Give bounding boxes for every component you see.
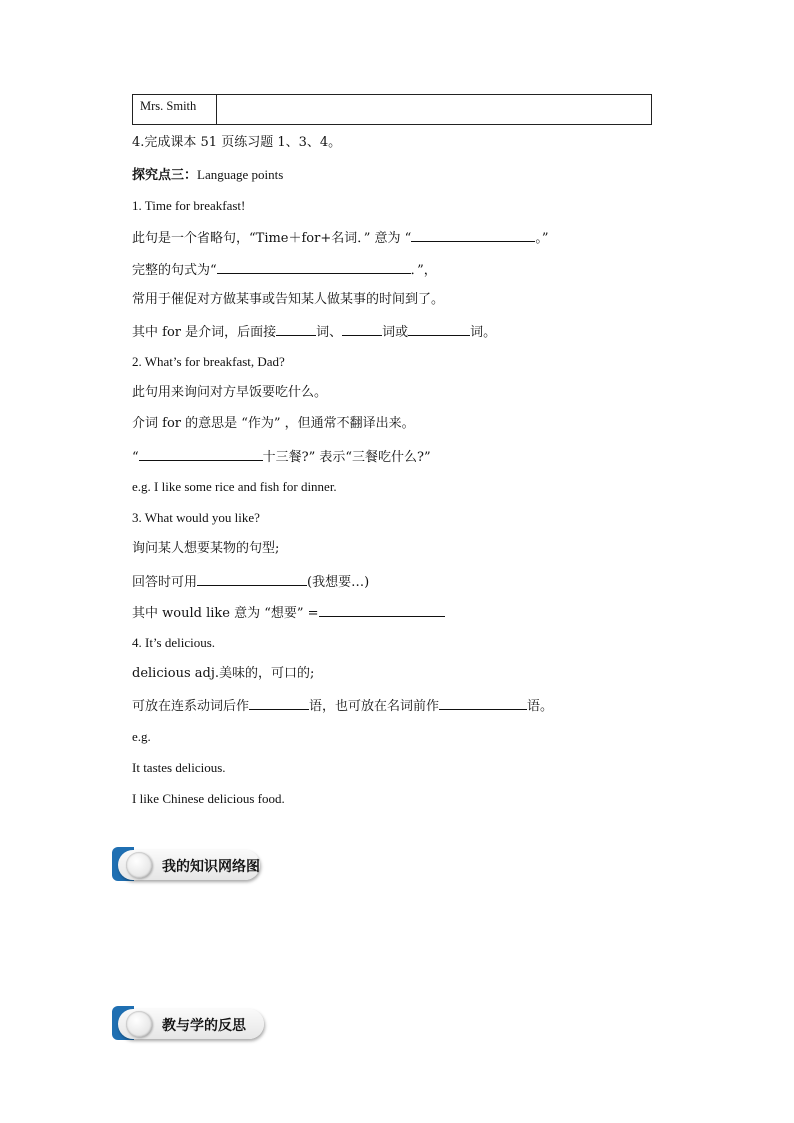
point-3-line-2 bbox=[132, 573, 369, 591]
section-3-subtitle: Language points bbox=[197, 167, 284, 182]
point-1-heading: 1. Time for breakfast! bbox=[132, 198, 246, 213]
answer-cell[interactable] bbox=[217, 95, 651, 124]
p2-l3-text-b: 十三餐?” 表示“三餐吃什么?” bbox=[262, 450, 431, 465]
point-1-line-4 bbox=[132, 323, 496, 341]
blank-predicative[interactable] bbox=[249, 697, 309, 710]
p4-l2-text-a: 可放在连系动词后作 bbox=[132, 699, 250, 714]
blank-word-type-1[interactable] bbox=[276, 323, 316, 336]
p1-l4-text-d: 词。 bbox=[470, 325, 497, 340]
blank-three-meals[interactable] bbox=[139, 448, 263, 461]
banner-pill bbox=[118, 1009, 264, 1039]
blank-word-type-3[interactable] bbox=[408, 323, 470, 336]
circle-icon bbox=[126, 1011, 152, 1037]
point-4-example-label: e.g. bbox=[132, 729, 151, 744]
blank-want[interactable] bbox=[319, 604, 445, 617]
circle-icon bbox=[126, 852, 152, 878]
point-1-line-3: 常用于催促对方做某事或告知某人做某事的时间到了。 bbox=[132, 292, 445, 307]
p1-l1-text-a: 此句是一个省略句，“Time＋for+名词．” 意为 “ bbox=[132, 231, 412, 246]
point-4-heading: 4. It’s delicious. bbox=[132, 635, 216, 650]
point-4-example-2: I like Chinese delicious food. bbox=[132, 791, 285, 806]
p1-l4-text-c: 词或 bbox=[382, 325, 409, 340]
blank-word-type-2[interactable] bbox=[342, 323, 382, 336]
banner-title: 我的知识网络图 bbox=[162, 859, 260, 875]
point-2-heading: 2. What’s for breakfast, Dad? bbox=[132, 354, 285, 369]
point-2-line-2: 介词 for 的意思是 “作为” ，但通常不翻译出来。 bbox=[132, 416, 415, 431]
p1-l4-text-b: 词、 bbox=[316, 325, 343, 340]
point-2-line-1: 此句用来询问对方早饭要吃什么。 bbox=[132, 385, 328, 400]
point-1-line-1 bbox=[132, 229, 548, 247]
p1-l2-text-b: ．”， bbox=[410, 263, 437, 278]
point-1-line-2 bbox=[132, 261, 437, 279]
point-4-line-2 bbox=[132, 697, 553, 715]
banner-pill bbox=[118, 850, 260, 880]
point-4-line-1: delicious adj.美味的，可口的; bbox=[132, 666, 315, 681]
point-3-line-1: 询问某人想要某物的句型; bbox=[132, 541, 280, 556]
p4-l2-text-b: 语，也可放在名词前作 bbox=[309, 699, 440, 714]
blank-attributive[interactable] bbox=[439, 697, 527, 710]
p4-l2-text-c: 语。 bbox=[527, 699, 554, 714]
p1-l1-text-b: 。” bbox=[535, 231, 549, 246]
point-3-line-3 bbox=[132, 604, 445, 622]
p2-l3-text-a: “ bbox=[132, 450, 139, 465]
blank-full-sentence[interactable] bbox=[217, 261, 411, 274]
p1-l2-text-a: 完整的句式为“ bbox=[132, 263, 217, 278]
section-3-title: 探究点三： bbox=[132, 168, 198, 183]
blank-meaning[interactable] bbox=[411, 229, 535, 242]
p3-l2-text-a: 回答时可用 bbox=[132, 575, 198, 590]
dialogue-table bbox=[132, 94, 652, 125]
point-2-example: e.g. I like some rice and fish for dinner. bbox=[132, 479, 337, 494]
speaker-cell: Mrs. Smith bbox=[133, 95, 217, 124]
section-3-heading bbox=[132, 167, 283, 184]
blank-i-would-like[interactable] bbox=[197, 573, 307, 586]
point-2-line-3 bbox=[132, 448, 431, 466]
p3-l2-text-b: (我想要…) bbox=[307, 575, 370, 590]
p3-l3-text-a: 其中 would like 意为 “想要” = bbox=[132, 606, 319, 621]
p1-l4-text-a: 其中 for 是介词，后面接 bbox=[132, 325, 277, 340]
banner-title: 教与学的反思 bbox=[162, 1018, 246, 1034]
point-4-example-1: It tastes delicious. bbox=[132, 760, 226, 775]
point-3-heading: 3. What would you like? bbox=[132, 510, 260, 525]
task-4: 4.完成课本 51 页练习题 1、3、4。 bbox=[132, 135, 342, 150]
